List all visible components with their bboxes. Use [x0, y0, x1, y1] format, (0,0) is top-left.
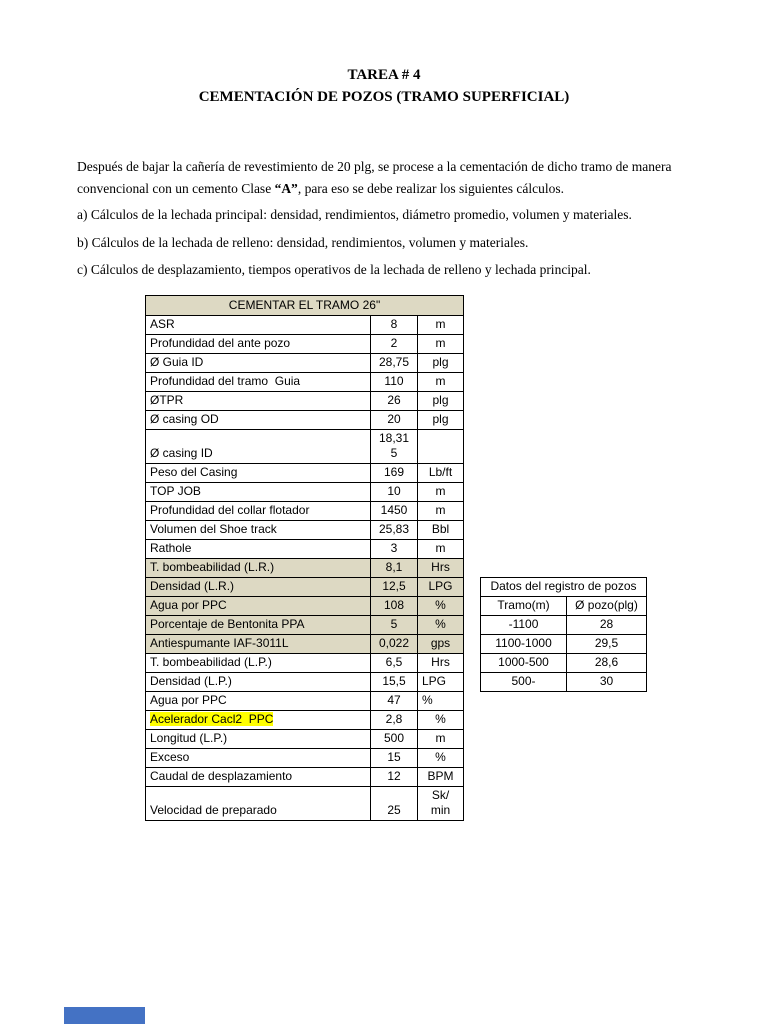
- table-row: [146, 430, 464, 464]
- table-row: [146, 464, 464, 483]
- main-table-header: CEMENTAR EL TRAMO 26": [146, 296, 464, 316]
- row-unit: gps: [418, 635, 464, 654]
- row-value: 1450: [371, 502, 418, 521]
- row-label: Profundidad del ante pozo: [146, 335, 371, 354]
- row-label: ASR: [146, 316, 371, 335]
- row-unit: m: [418, 483, 464, 502]
- title-line-2: CEMENTACIÓN DE POZOS (TRAMO SUPERFICIAL): [198, 89, 570, 105]
- row-label: Densidad (L.R.): [146, 578, 371, 597]
- row-label: Profundidad del collar flotador: [146, 502, 371, 521]
- row-unit: m: [418, 502, 464, 521]
- row-unit: m: [418, 730, 464, 749]
- table-row: [146, 316, 464, 335]
- row-label: Ø casing ID: [146, 430, 371, 464]
- row-label: Rathole: [146, 540, 371, 559]
- row-unit: %: [418, 749, 464, 768]
- side-table-header-row: [481, 597, 647, 616]
- tramo-value: -1100: [481, 616, 567, 635]
- row-value: 8,1: [371, 559, 418, 578]
- row-unit: plg: [418, 411, 464, 430]
- row-label: T. bombeabilidad (L.R.): [146, 559, 371, 578]
- table-row: [146, 673, 464, 692]
- row-value: 5: [371, 616, 418, 635]
- row-value: 10: [371, 483, 418, 502]
- side-table-title-row: [481, 578, 647, 597]
- row-value: 15: [371, 749, 418, 768]
- row-value: 2: [371, 335, 418, 354]
- intro-text-after: , para eso se debe realizar los siguientes cálculos.: [297, 180, 564, 196]
- row-value: 25,83: [371, 521, 418, 540]
- main-table: [145, 295, 464, 821]
- row-value: 26: [371, 392, 418, 411]
- table-row: [146, 635, 464, 654]
- document-title: [0, 64, 768, 108]
- title-line-1: TAREA # 4: [347, 67, 421, 83]
- row-label: Ø casing OD: [146, 411, 371, 430]
- table-row: [146, 787, 464, 821]
- row-label: Ø Guia ID: [146, 354, 371, 373]
- highlighted-label: Acelerador Cacl2 PPC: [150, 712, 274, 726]
- row-value: 47: [371, 692, 418, 711]
- tramo-value: 1000-500: [481, 654, 567, 673]
- intro-bold-text: “A”: [274, 180, 298, 196]
- table-row: [146, 692, 464, 711]
- list-item-b: b) Cálculos de la lechada de relleno: densidad, rendimientos, volumen y materiales.: [77, 235, 529, 250]
- table-row: [146, 521, 464, 540]
- table-row: [146, 711, 464, 730]
- row-label: Agua por PPC: [146, 597, 371, 616]
- table-row: [146, 354, 464, 373]
- row-label: Densidad (L.P.): [146, 673, 371, 692]
- table-row: [146, 392, 464, 411]
- row-label: Agua por PPC: [146, 692, 371, 711]
- table-row: [481, 616, 647, 635]
- table-row: [146, 578, 464, 597]
- row-label: Antiespumante IAF-3011L: [146, 635, 371, 654]
- row-unit: m: [418, 373, 464, 392]
- row-label: TOP JOB: [146, 483, 371, 502]
- table-row: [146, 483, 464, 502]
- side-table: [480, 577, 647, 692]
- table-row: [146, 597, 464, 616]
- row-value: 169: [371, 464, 418, 483]
- table-row: [481, 635, 647, 654]
- row-unit: %: [418, 616, 464, 635]
- row-unit: Hrs: [418, 559, 464, 578]
- row-label: Profundidad del tramo Guia: [146, 373, 371, 392]
- row-value: 25: [371, 787, 418, 821]
- row-label: Caudal de desplazamiento: [146, 768, 371, 787]
- row-unit: [418, 430, 464, 464]
- row-unit: m: [418, 316, 464, 335]
- pozo-value: 30: [567, 673, 647, 692]
- row-value: 3: [371, 540, 418, 559]
- row-value: 110: [371, 373, 418, 392]
- row-unit: Bbl: [418, 521, 464, 540]
- main-table-body: [146, 316, 464, 821]
- row-value: 2,8: [371, 711, 418, 730]
- pozo-value: 28,6: [567, 654, 647, 673]
- side-col-header-tramo: Tramo(m): [481, 597, 567, 616]
- row-value: 0,022: [371, 635, 418, 654]
- tramo-value: 1100-1000: [481, 635, 567, 654]
- table-row: [146, 616, 464, 635]
- table-row: [481, 654, 647, 673]
- row-value: 28,75: [371, 354, 418, 373]
- intro-text-before: Después de bajar la cañería de revestimiento de 20 plg, se procese a la cementación de dicho tramo de manera convencional con un cemento Clase: [77, 159, 672, 196]
- row-label: T. bombeabilidad (L.P.): [146, 654, 371, 673]
- table-row: [146, 373, 464, 392]
- list-item-c: c) Cálculos de desplazamiento, tiempos operativos de la lechada de relleno y lechada principal.: [77, 262, 591, 277]
- row-label: Exceso: [146, 749, 371, 768]
- table-row: [146, 540, 464, 559]
- pozo-value: 29,5: [567, 635, 647, 654]
- row-unit: %: [418, 597, 464, 616]
- row-value: 500: [371, 730, 418, 749]
- row-value: 20: [371, 411, 418, 430]
- row-label: Volumen del Shoe track: [146, 521, 371, 540]
- row-unit: BPM: [418, 768, 464, 787]
- row-unit: m: [418, 335, 464, 354]
- row-value: 108: [371, 597, 418, 616]
- row-unit: Hrs: [418, 654, 464, 673]
- row-unit: Sk/ min: [418, 787, 464, 821]
- row-unit: %: [418, 711, 464, 730]
- table-row: [146, 768, 464, 787]
- table-row: [146, 411, 464, 430]
- pozo-value: 28: [567, 616, 647, 635]
- row-unit: %: [418, 692, 464, 711]
- intro-paragraph: [77, 156, 704, 199]
- main-table-header-row: [146, 296, 464, 316]
- row-unit: m: [418, 540, 464, 559]
- table-row: [481, 673, 647, 692]
- row-label: Peso del Casing: [146, 464, 371, 483]
- row-unit: plg: [418, 354, 464, 373]
- row-value: 8: [371, 316, 418, 335]
- table-row: [146, 749, 464, 768]
- row-value: 6,5: [371, 654, 418, 673]
- row-label: Velocidad de preparado: [146, 787, 371, 821]
- row-value: 12,5: [371, 578, 418, 597]
- row-unit: Lb/ft: [418, 464, 464, 483]
- row-label: Longitud (L.P.): [146, 730, 371, 749]
- table-row: [146, 559, 464, 578]
- side-table-title: Datos del registro de pozos: [481, 578, 647, 597]
- side-table-body: [481, 616, 647, 692]
- table-row: [146, 654, 464, 673]
- row-value: 12: [371, 768, 418, 787]
- list-item-a: a) Cálculos de la lechada principal: densidad, rendimientos, diámetro promedio, volumen y materiales.: [77, 207, 632, 222]
- row-value: 15,5: [371, 673, 418, 692]
- table-row: [146, 335, 464, 354]
- row-unit: LPG: [418, 673, 464, 692]
- footer-blue-bar: [64, 1007, 145, 1024]
- row-unit: plg: [418, 392, 464, 411]
- table-row: [146, 502, 464, 521]
- row-label: ØTPR: [146, 392, 371, 411]
- row-unit: LPG: [418, 578, 464, 597]
- side-col-header-pozo: Ø pozo(plg): [567, 597, 647, 616]
- row-label: Porcentaje de Bentonita PPA: [146, 616, 371, 635]
- row-label: [146, 711, 371, 730]
- tramo-value: 500-: [481, 673, 567, 692]
- row-value: 18,31 5: [371, 430, 418, 464]
- table-row: [146, 730, 464, 749]
